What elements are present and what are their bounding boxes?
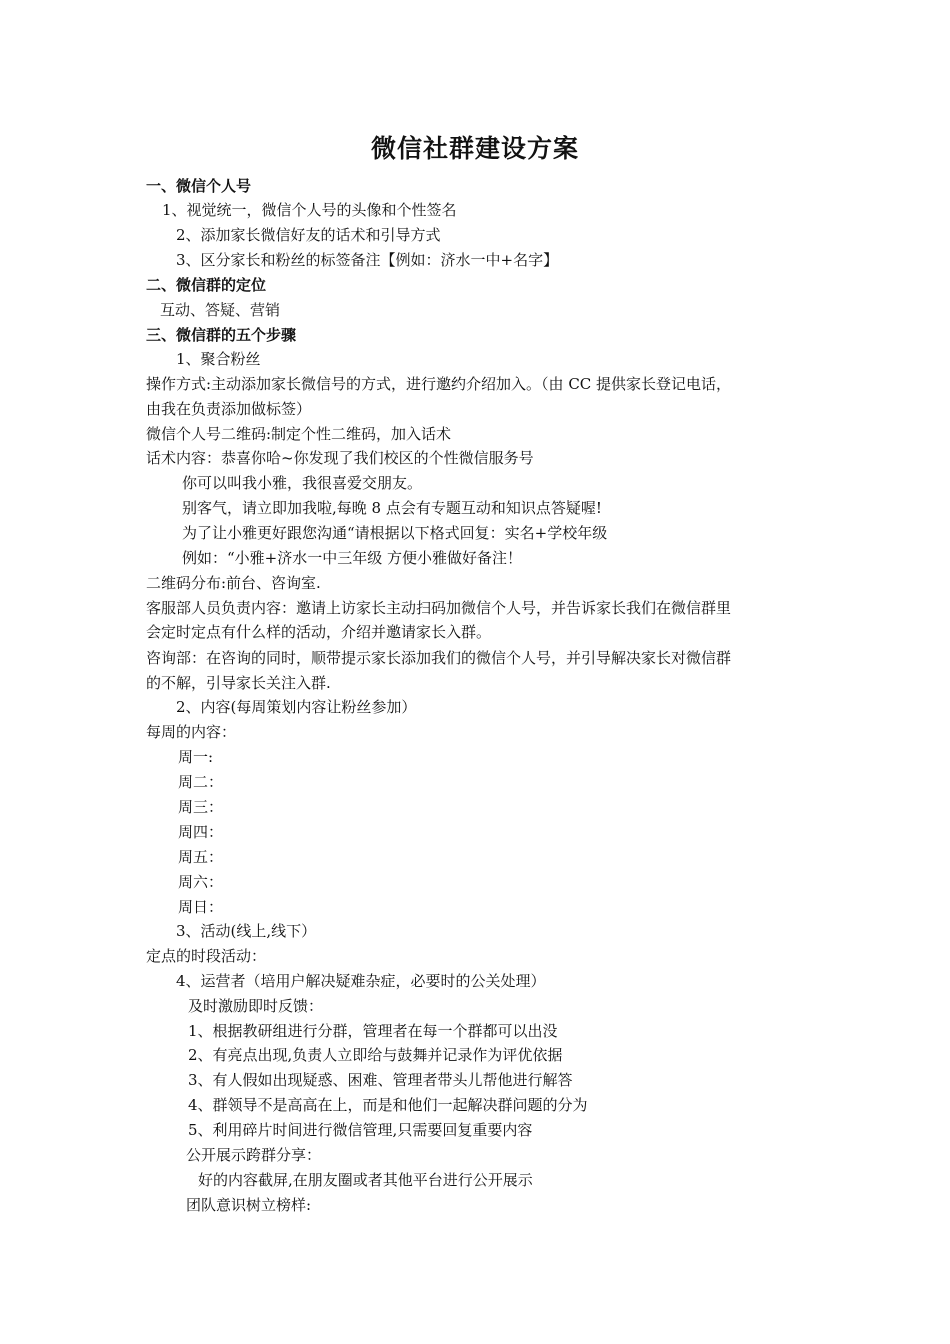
list-item: 周六： (178, 873, 224, 891)
paragraph: 团队意识树立榜样: (186, 1196, 312, 1214)
paragraph: 例如：“小雅+济水一中三年级 方便小雅做好备注！ (182, 549, 523, 567)
paragraph: 你可以叫我小雅，我很喜爱交朋友。 (182, 474, 423, 492)
subsection-heading: 1、聚合粉丝 (176, 350, 261, 368)
subsection-heading: 4、运营者（培用户解决疑难杂症，必要时的公关处理） (176, 972, 546, 990)
list-item: 1、根据教研组进行分群，管理者在每一个群都可以出没 (188, 1022, 558, 1040)
section-heading-3: 三、微信群的五个步骤 (146, 326, 297, 344)
subsection-heading: 3、活动(线上,线下） (176, 922, 317, 940)
list-item: 3、区分家长和粉丝的标签备注【例如：济水一中+名字】 (176, 251, 559, 269)
paragraph: 好的内容截屏,在朋友圈或者其他平台进行公开展示 (198, 1171, 533, 1189)
paragraph: 咨询部：在咨询的同时，顺带提示家长添加我们的微信个人号，并引导解决家长对微信群 (146, 649, 732, 667)
list-item: 5、利用碎片时间进行微信管理,只需要回复重要内容 (188, 1121, 533, 1139)
paragraph: 互动、答疑、营销 (160, 301, 281, 319)
list-item: 周三： (178, 798, 224, 816)
paragraph: 及时激励即时反馈： (188, 997, 324, 1015)
section-heading-2: 二、微信群的定位 (146, 276, 267, 294)
list-item: 2、有亮点出现,负责人立即给与鼓舞并记录作为评优依据 (188, 1046, 563, 1064)
paragraph: 微信个人号二维码:制定个性二维码，加入话术 (146, 425, 452, 443)
paragraph: 会定时定点有什么样的活动，介绍并邀请家长入群。 (146, 623, 492, 641)
paragraph: 二维码分布:前台、咨询室. (146, 574, 321, 592)
list-item: 1、视觉统一，微信个人号的头像和个性签名 (162, 201, 457, 219)
list-item: 2、添加家长微信好友的话术和引导方式 (176, 226, 441, 244)
subsection-heading: 2、内容(每周策划内容让粉丝参加） (176, 698, 417, 716)
paragraph: 别客气，请立即加我啦,每晚 8 点会有专题互动和知识点答疑喔! (182, 499, 602, 517)
list-item: 4、群领导不是高高在上，而是和他们一起解决群问题的分为 (188, 1096, 588, 1114)
list-item: 周日： (178, 898, 224, 916)
list-item: 周四： (178, 823, 224, 841)
paragraph: 由我在负责添加做标签） (146, 400, 312, 418)
paragraph: 定点的时段活动： (146, 947, 267, 965)
paragraph: 公开展示跨群分享： (186, 1146, 322, 1164)
paragraph: 客服部人员负责内容：邀请上访家长主动扫码加微信个人号，并告诉家长我们在微信群里 (146, 599, 732, 617)
list-item: 周五： (178, 848, 224, 866)
paragraph: 操作方式:主动添加家长微信号的方式，进行邀约介绍加入。（由 CC 提供家长登记电话， (146, 375, 732, 393)
list-item: 周一: (178, 748, 214, 766)
list-item: 3、有人假如出现疑惑、困难、管理者带头儿帮他进行解答 (188, 1071, 573, 1089)
list-item: 周二： (178, 773, 224, 791)
paragraph: 每周的内容： (146, 723, 237, 741)
paragraph: 为了让小雅更好跟您沟通“请根据以下格式回复：实名+学校年级 (182, 524, 608, 542)
document-title: 微信社群建设方案 (370, 134, 579, 163)
paragraph: 话术内容：恭喜你哈~你发现了我们校区的个性微信服务号 (146, 449, 534, 467)
section-heading-1: 一、微信个人号 (146, 177, 252, 195)
paragraph: 的不解，引导家长关注入群. (146, 674, 331, 692)
